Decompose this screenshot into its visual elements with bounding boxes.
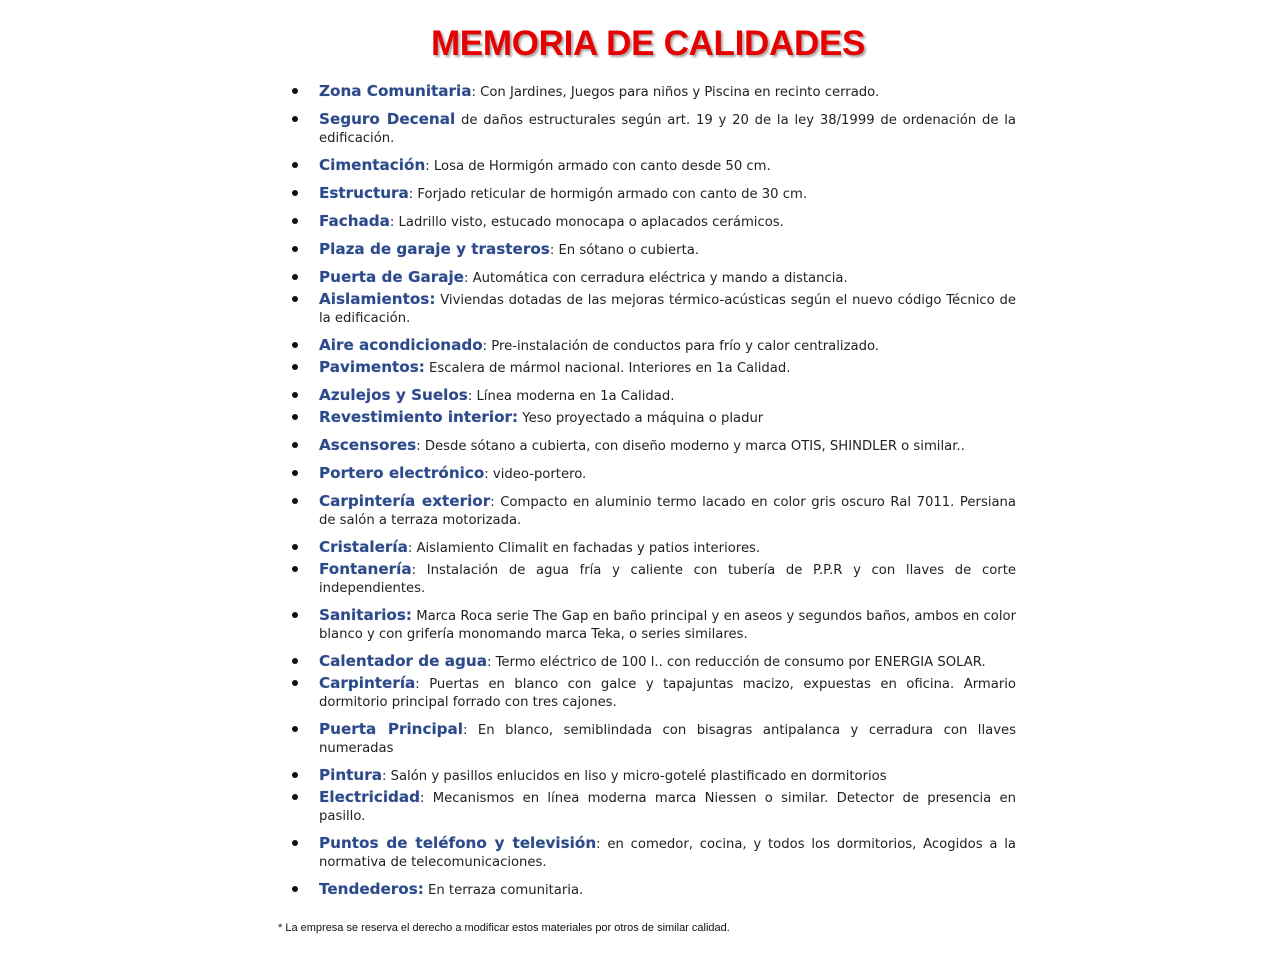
item-label: Seguro Decenal (319, 110, 456, 128)
page-title: MEMORIA DE CALIDADES (430, 24, 866, 63)
footnote: * La empresa se reserva el derecho a modificar estos materiales por otros de similar calidad. (278, 922, 730, 934)
list-item (288, 290, 1016, 328)
bullet-icon (292, 658, 298, 664)
list-item (288, 766, 1016, 786)
item-label: Estructura (319, 184, 409, 202)
item-text: : Puertas en blanco con galce y tapajuntas macizo, expuestas en oficina. Armario dormitorio principal forrado con tres cajones. (319, 677, 1016, 710)
item-text: : Losa de Hormigón armado con canto desde 50 cm. (425, 159, 771, 174)
list-item (288, 386, 1016, 406)
list-item (288, 834, 1016, 872)
item-label: Sanitarios: (319, 606, 412, 624)
item-text: Escalera de mármol nacional. Interiores en 1a Calidad. (424, 361, 791, 376)
list-item (288, 492, 1016, 530)
bullet-icon (292, 414, 298, 420)
bullet-icon (292, 190, 298, 196)
item-label: Fontanería (319, 560, 412, 578)
item-text: : Salón y pasillos enlucidos en liso y micro-gotelé plastificado en dormitorios (381, 769, 887, 784)
item-label: Portero electrónico (319, 464, 485, 482)
item-text: : Ladrillo visto, estucado monocapa o aplacados cerámicos. (389, 215, 784, 230)
item-label: Aire acondicionado (319, 336, 483, 354)
list-item (288, 674, 1016, 712)
item-text: Viviendas dotadas de las mejoras térmico-acústicas según el nuevo código Técnico de la edificación. (319, 293, 1016, 326)
item-text: : Con Jardines, Juegos para niños y Piscina en recinto cerrado. (471, 85, 880, 100)
item-label: Puntos de teléfono y televisión (319, 834, 597, 852)
bullet-icon (292, 162, 298, 168)
list-item (288, 408, 1016, 428)
bullet-icon (292, 498, 298, 504)
list-item (288, 110, 1016, 148)
item-text: Yeso proyectado a máquina o pladur (518, 411, 764, 426)
bullet-icon (292, 566, 298, 572)
list-item (288, 156, 1016, 176)
item-label: Cimentación (319, 156, 426, 174)
list-item (288, 788, 1016, 826)
item-text: de daños estructurales según art. 19 y 20 de la ley 38/1999 de ordenación de la edificación. (319, 113, 1016, 146)
item-text: : Instalación de agua fría y caliente con tubería de P.P.R y con llaves de corte independientes. (319, 563, 1016, 596)
list-item (288, 560, 1016, 598)
item-text: : en comedor, cocina, y todos los dormitorios, Acogidos a la normativa de telecomunicaciones. (319, 837, 1016, 870)
bullet-icon (292, 726, 298, 732)
list-item (288, 538, 1016, 558)
bullet-icon (292, 88, 298, 94)
item-text: : Aislamiento Climalit en fachadas y patios interiores. (407, 541, 761, 556)
bullet-icon (292, 470, 298, 476)
list-item (288, 880, 1016, 900)
list-item (288, 336, 1016, 356)
item-text: En terraza comunitaria. (423, 883, 584, 898)
list-item (288, 212, 1016, 232)
bullet-icon (292, 116, 298, 122)
item-label: Tendederos: (319, 880, 424, 898)
list-item (288, 184, 1016, 204)
list-item (288, 606, 1016, 644)
item-label: Pavimentos: (319, 358, 425, 376)
item-text: : Forjado reticular de hormigón armado con canto de 30 cm. (408, 187, 808, 202)
item-text: : Compacto en aluminio termo lacado en color gris oscuro Ral 7011. Persiana de salón a terraza motorizada. (319, 495, 1016, 528)
bullet-icon (292, 274, 298, 280)
item-text: : Mecanismos en línea moderna marca Niessen o similar. Detector de presencia en pasillo. (319, 791, 1016, 824)
item-text: : video-portero. (484, 467, 587, 482)
bullet-icon (292, 886, 298, 892)
item-label: Carpintería exterior (319, 492, 491, 510)
item-label: Revestimiento interior: (319, 408, 519, 426)
bullet-icon (292, 342, 298, 348)
bullet-icon (292, 794, 298, 800)
bullet-icon (292, 442, 298, 448)
bullet-icon (292, 296, 298, 302)
list-item (288, 268, 1016, 288)
item-text: : En sótano o cubierta. (549, 243, 700, 258)
item-text: : Línea moderna en 1a Calidad. (467, 389, 675, 404)
item-text: : Pre-instalación de conductos para frío y calor centralizado. (482, 339, 879, 354)
bullet-icon (292, 612, 298, 618)
item-text: : Termo eléctrico de 100 l.. con reducción de consumo por ENERGIA SOLAR. (486, 655, 986, 670)
bullet-icon (292, 544, 298, 550)
bullet-icon (292, 772, 298, 778)
list-item (288, 464, 1016, 484)
bullet-icon (292, 840, 298, 846)
list-item (288, 82, 1016, 102)
bullet-icon (292, 246, 298, 252)
item-text: Marca Roca serie The Gap en baño principal y en aseos y segundos baños, ambos en color blanco y con grifería monomando marca Teka, o series similares. (319, 609, 1016, 642)
item-label: Cristalería (319, 538, 408, 556)
bullet-icon (292, 364, 298, 370)
item-label: Fachada (319, 212, 390, 230)
item-label: Electricidad (319, 788, 421, 806)
item-text: : Automática con cerradura eléctrica y mando a distancia. (463, 271, 848, 286)
list-item (288, 436, 1016, 456)
list-item (288, 358, 1016, 378)
item-label: Puerta Principal (319, 720, 463, 738)
list-item (288, 720, 1016, 758)
bullet-icon (292, 392, 298, 398)
item-label: Zona Comunitaria (319, 82, 472, 100)
bullet-icon (292, 680, 298, 686)
list-item (288, 240, 1016, 260)
item-label: Carpintería (319, 674, 416, 692)
item-label: Calentador de agua (319, 652, 487, 670)
item-text: : Desde sótano a cubierta, con diseño moderno y marca OTIS, SHINDLER o similar.. (416, 439, 965, 454)
item-label: Ascensores (319, 436, 417, 454)
bullet-icon (292, 218, 298, 224)
item-label: Plaza de garaje y trasteros (319, 240, 550, 258)
list-item (288, 652, 1016, 672)
qualities-list (288, 82, 1016, 908)
item-text: : En blanco, semiblindada con bisagras antipalanca y cerradura con llaves numeradas (319, 723, 1016, 756)
item-label: Pintura (319, 766, 382, 784)
item-label: Puerta de Garaje (319, 268, 464, 286)
item-label: Azulejos y Suelos (319, 386, 468, 404)
item-label: Aislamientos: (319, 290, 436, 308)
